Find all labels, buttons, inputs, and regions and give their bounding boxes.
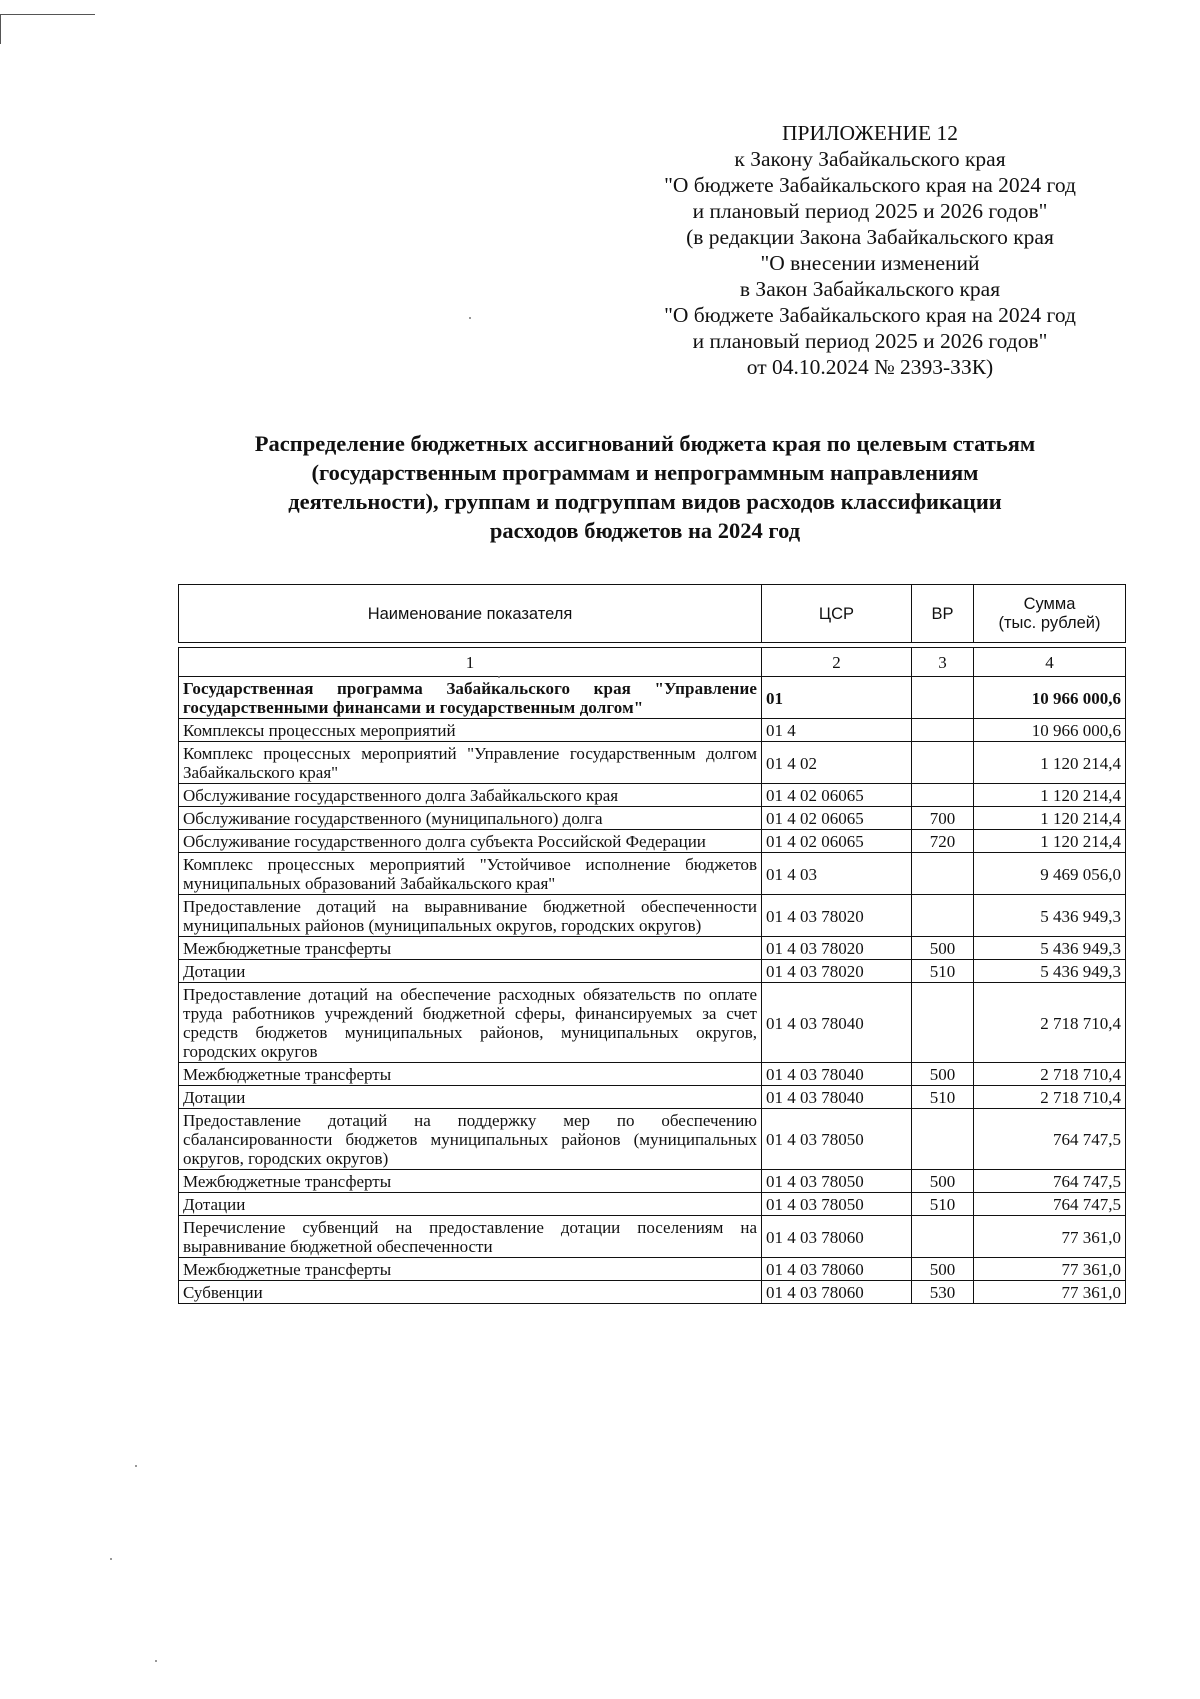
- row-name-cell: Комплекс процессных мероприятий "Устойчивое исполнение бюджетов муниципальных образований Забайкальского края": [179, 853, 762, 895]
- table-row: [179, 895, 1126, 937]
- row-csr-cell: 01 4 03 78050: [762, 1193, 912, 1216]
- scan-speck: [155, 1660, 157, 1662]
- appendix-line: ПРИЛОЖЕНИЕ 12: [781, 121, 959, 145]
- row-csr-cell: 01 4 03 78060: [762, 1258, 912, 1281]
- table-row: [179, 719, 1126, 742]
- appendix-line: в Закон Забайкальского края: [739, 277, 1001, 301]
- table-body: [179, 643, 1126, 1304]
- row-csr-cell: 01 4: [762, 719, 912, 742]
- header-name: Наименование показателя: [179, 585, 762, 643]
- row-vr-cell: [912, 742, 974, 784]
- table-row: [179, 983, 1126, 1063]
- column-number: 4: [974, 648, 1126, 677]
- row-csr-cell: 01 4 03: [762, 853, 912, 895]
- row-name-cell: Обслуживание государственного долга субъекта Российской Федерации: [179, 830, 762, 853]
- row-csr-cell: 01 4 02 06065: [762, 807, 912, 830]
- appendix-line: (в редакции Закона Забайкальского края: [686, 225, 1054, 249]
- row-vr-cell: [912, 1109, 974, 1170]
- row-amount-cell: 2 718 710,4: [974, 983, 1126, 1063]
- budget-table: [178, 584, 1126, 1304]
- row-name-cell: Комплексы процессных мероприятий: [179, 719, 762, 742]
- row-csr-cell: 01 4 03 78050: [762, 1170, 912, 1193]
- row-amount-cell: 5 436 949,3: [974, 937, 1126, 960]
- table-row: [179, 677, 1126, 719]
- row-amount-cell: 10 966 000,6: [974, 677, 1126, 719]
- column-number: 3: [912, 648, 974, 677]
- row-amount-cell: 2 718 710,4: [974, 1086, 1126, 1109]
- row-vr-cell: 530: [912, 1281, 974, 1304]
- header-csr: ЦСР: [762, 585, 912, 643]
- row-vr-cell: [912, 1216, 974, 1258]
- row-name-cell: Межбюджетные трансферты: [179, 937, 762, 960]
- title-line: расходов бюджетов на 2024 год: [489, 518, 801, 543]
- scan-speck: [498, 676, 500, 678]
- row-csr-cell: 01 4 03 78050: [762, 1109, 912, 1170]
- appendix-line: "О внесении изменений: [760, 251, 980, 275]
- title-line: (государственным программам и непрограммным направлениям: [311, 460, 979, 485]
- table-row: [179, 1086, 1126, 1109]
- table-row: [179, 853, 1126, 895]
- table-row: [179, 960, 1126, 983]
- row-name-cell: Обслуживание государственного долга Забайкальского края: [179, 784, 762, 807]
- row-vr-cell: 510: [912, 1086, 974, 1109]
- header-vr: ВР: [912, 585, 974, 643]
- row-csr-cell: 01 4 03 78060: [762, 1216, 912, 1258]
- appendix-line: и плановый период 2025 и 2026 годов": [692, 199, 1048, 223]
- title-line: деятельности), группам и подгруппам видов расходов классификации: [288, 489, 1002, 514]
- row-name-cell: Дотации: [179, 1193, 762, 1216]
- row-amount-cell: 1 120 214,4: [974, 807, 1126, 830]
- table-row: [179, 1063, 1126, 1086]
- row-amount-cell: 77 361,0: [974, 1216, 1126, 1258]
- row-name-cell: Субвенции: [179, 1281, 762, 1304]
- header-amount-line2: (тыс. рублей): [998, 614, 1101, 632]
- row-amount-cell: 764 747,5: [974, 1193, 1126, 1216]
- table-row: [179, 742, 1126, 784]
- row-csr-cell: 01 4 03 78040: [762, 1086, 912, 1109]
- table-row: [179, 784, 1126, 807]
- row-name-cell: Обслуживание государственного (муниципального) долга: [179, 807, 762, 830]
- row-csr-cell: 01 4 03 78040: [762, 1063, 912, 1086]
- table-row: [179, 1281, 1126, 1304]
- appendix-line: "О бюджете Забайкальского края на 2024 год: [664, 173, 1076, 197]
- row-amount-cell: 77 361,0: [974, 1281, 1126, 1304]
- row-vr-cell: 510: [912, 960, 974, 983]
- row-vr-cell: [912, 677, 974, 719]
- appendix-line: и плановый период 2025 и 2026 годов": [692, 329, 1048, 353]
- row-csr-cell: 01 4 02 06065: [762, 784, 912, 807]
- row-amount-cell: 764 747,5: [974, 1109, 1126, 1170]
- row-csr-cell: 01 4 03 78040: [762, 983, 912, 1063]
- table-row: [179, 1216, 1126, 1258]
- row-amount-cell: 764 747,5: [974, 1170, 1126, 1193]
- row-csr-cell: 01 4 03 78020: [762, 895, 912, 937]
- scan-speck: [110, 1558, 112, 1560]
- appendix-header: [620, 120, 1120, 380]
- table-row: [179, 1193, 1126, 1216]
- row-amount-cell: 5 436 949,3: [974, 960, 1126, 983]
- row-amount-cell: 2 718 710,4: [974, 1063, 1126, 1086]
- row-vr-cell: 500: [912, 1170, 974, 1193]
- row-name-cell: Комплекс процессных мероприятий "Управление государственным долгом Забайкальского края": [179, 742, 762, 784]
- scan-edge-mark: [0, 14, 1, 44]
- row-amount-cell: 5 436 949,3: [974, 895, 1126, 937]
- table-row: [179, 830, 1126, 853]
- scan-speck: [469, 317, 471, 319]
- row-name-cell: Дотации: [179, 1086, 762, 1109]
- appendix-line: к Закону Забайкальского края: [734, 147, 1006, 171]
- row-name-cell: Дотации: [179, 960, 762, 983]
- scan-edge-mark: [0, 14, 95, 15]
- row-csr-cell: 01: [762, 677, 912, 719]
- row-vr-cell: 500: [912, 1063, 974, 1086]
- row-csr-cell: 01 4 02 06065: [762, 830, 912, 853]
- row-name-cell: Межбюджетные трансферты: [179, 1063, 762, 1086]
- appendix-line: от 04.10.2024 № 2393-ЗЗК): [746, 355, 994, 379]
- row-name-cell: Предоставление дотаций на обеспечение расходных обязательств по оплате труда работников учреждений бюджетной сферы, финансируемых за счет средств бюджетов муниципальных районов, муниципальных округов, городских округов: [179, 983, 762, 1063]
- title-line: Распределение бюджетных ассигнований бюджета края по целевым статьям: [254, 431, 1036, 456]
- row-name-cell: Государственная программа Забайкальского края "Управление государственными финансами и государственным долгом": [179, 677, 762, 719]
- header-amount: [974, 585, 1126, 643]
- document-title: [160, 429, 1130, 545]
- table-row: [179, 807, 1126, 830]
- row-name-cell: Перечисление субвенций на предоставление дотации поселениям на выравнивание бюджетной обеспеченности: [179, 1216, 762, 1258]
- row-amount-cell: 10 966 000,6: [974, 719, 1126, 742]
- row-vr-cell: [912, 895, 974, 937]
- header-amount-line1: Сумма: [1023, 595, 1076, 613]
- row-name-cell: Предоставление дотаций на поддержку мер по обеспечению сбалансированности бюджетов муниципальных районов (муниципальных округов, городских округов): [179, 1109, 762, 1170]
- row-csr-cell: 01 4 03 78020: [762, 960, 912, 983]
- row-amount-cell: 1 120 214,4: [974, 742, 1126, 784]
- row-vr-cell: 500: [912, 937, 974, 960]
- row-amount-cell: 1 120 214,4: [974, 830, 1126, 853]
- row-vr-cell: [912, 719, 974, 742]
- row-name-cell: Предоставление дотаций на выравнивание бюджетной обеспеченности муниципальных районов (муниципальных округов, городских округов): [179, 895, 762, 937]
- table-row: [179, 937, 1126, 960]
- row-vr-cell: [912, 983, 974, 1063]
- row-vr-cell: 720: [912, 830, 974, 853]
- table-row: [179, 1109, 1126, 1170]
- row-name-cell: Межбюджетные трансферты: [179, 1170, 762, 1193]
- row-amount-cell: 9 469 056,0: [974, 853, 1126, 895]
- row-amount-cell: 77 361,0: [974, 1258, 1126, 1281]
- row-name-cell: Межбюджетные трансферты: [179, 1258, 762, 1281]
- row-vr-cell: [912, 784, 974, 807]
- row-amount-cell: 1 120 214,4: [974, 784, 1126, 807]
- appendix-line: "О бюджете Забайкальского края на 2024 год: [664, 303, 1076, 327]
- row-vr-cell: 700: [912, 807, 974, 830]
- table-row: [179, 1170, 1126, 1193]
- row-vr-cell: [912, 853, 974, 895]
- row-csr-cell: 01 4 03 78060: [762, 1281, 912, 1304]
- scan-speck: [135, 1465, 137, 1467]
- row-csr-cell: 01 4 03 78020: [762, 937, 912, 960]
- row-vr-cell: 500: [912, 1258, 974, 1281]
- column-number: 2: [762, 648, 912, 677]
- table-row: [179, 1258, 1126, 1281]
- column-number-row: [179, 648, 1126, 677]
- table-header-row: [179, 585, 1126, 643]
- column-number: 1: [179, 648, 762, 677]
- row-csr-cell: 01 4 02: [762, 742, 912, 784]
- row-vr-cell: 510: [912, 1193, 974, 1216]
